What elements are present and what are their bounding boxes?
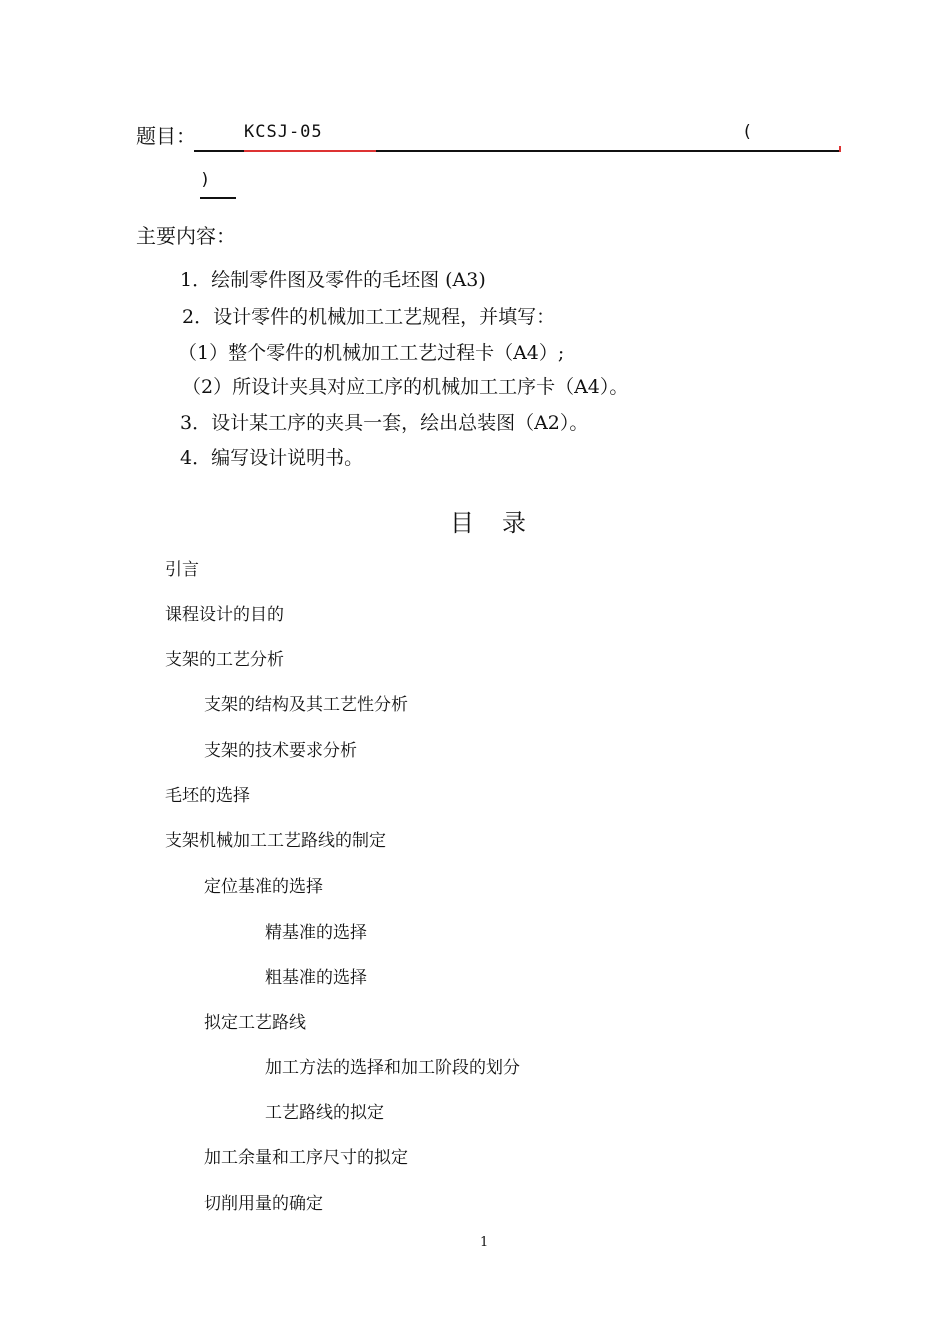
toc-item[interactable]: 毛坯的选择 — [165, 786, 250, 806]
toc-item[interactable]: 定位基准的选择 — [204, 877, 323, 897]
toc-item[interactable]: 粗基准的选择 — [265, 968, 367, 988]
title-red-mark — [839, 146, 841, 152]
content-item: 1．绘制零件图及零件的毛坯图 (A3) — [180, 269, 486, 291]
toc-item[interactable]: 课程设计的目的 — [165, 605, 284, 625]
title-row — [136, 120, 841, 154]
page-number: 1 — [480, 1235, 489, 1250]
toc-item[interactable]: 支架的技术要求分析 — [204, 741, 357, 761]
content-item: 3．设计某工序的夹具一套，绘出总装图（A2）。 — [180, 412, 589, 434]
title-underline-red — [244, 150, 376, 152]
title-continuation-underline — [200, 197, 236, 199]
content-item: （1）整个零件的机械加工工艺过程卡（A4）; — [178, 342, 565, 364]
content-item: （2）所设计夹具对应工序的机械加工工序卡（A4）。 — [182, 376, 629, 398]
toc-item[interactable]: 精基准的选择 — [265, 923, 367, 943]
title-paren: ( — [742, 122, 754, 142]
title-label: 题目： — [136, 124, 196, 148]
toc-item[interactable]: 支架的工艺分析 — [165, 650, 284, 670]
toc-item[interactable]: 加工方法的选择和加工阶段的划分 — [265, 1058, 520, 1078]
toc-title: 目录 — [450, 509, 554, 537]
toc-item[interactable]: 工艺路线的拟定 — [265, 1103, 384, 1123]
toc-item[interactable]: 支架的结构及其工艺性分析 — [204, 695, 408, 715]
toc-item[interactable]: 加工余量和工序尺寸的拟定 — [204, 1148, 408, 1168]
toc-item[interactable]: 支架机械加工工艺路线的制定 — [165, 831, 386, 851]
content-item: 2．设计零件的机械加工工艺规程，并填写： — [182, 306, 556, 328]
title-continuation: ) — [200, 170, 211, 190]
toc-item[interactable]: 引言 — [165, 560, 199, 580]
content-item: 4．编写设计说明书。 — [180, 447, 364, 469]
title-code: KCSJ-05 — [244, 122, 323, 142]
toc-item[interactable]: 切削用量的确定 — [204, 1194, 323, 1214]
toc-item[interactable]: 拟定工艺路线 — [204, 1013, 306, 1033]
main-content-label: 主要内容： — [136, 224, 236, 248]
